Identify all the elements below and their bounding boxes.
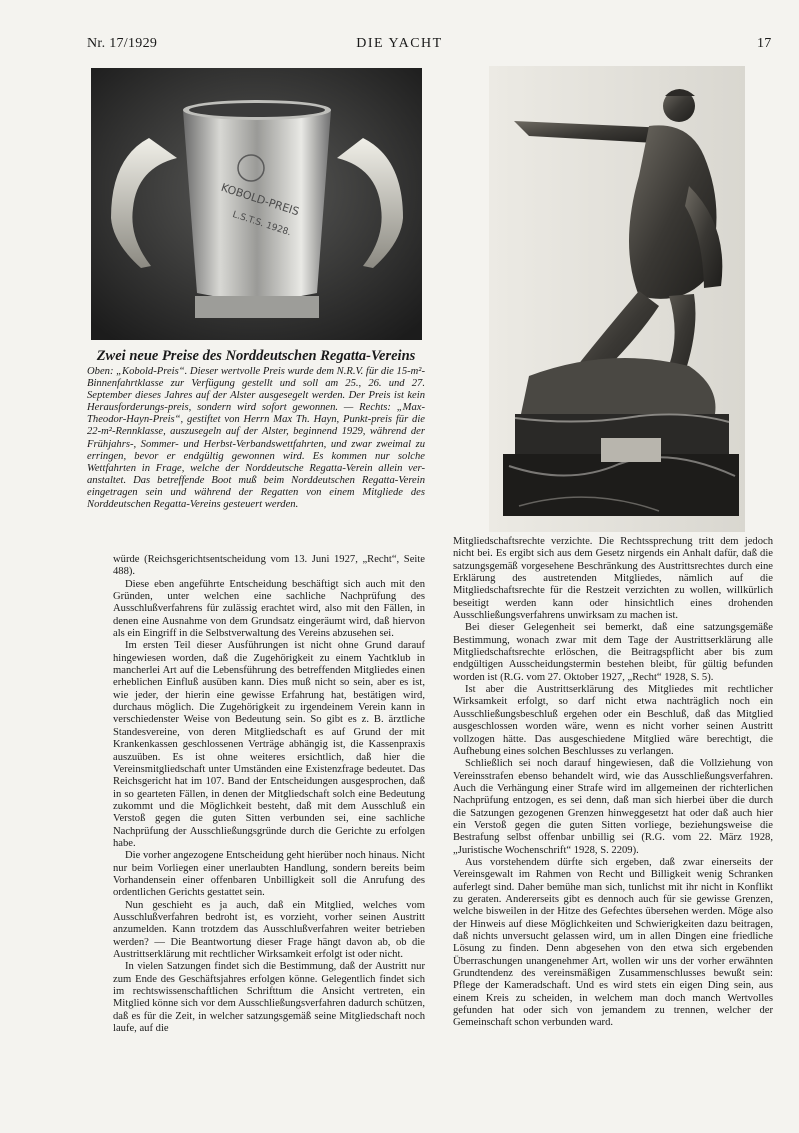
trophy-engraving-line-2: L.S.T.S. 1928. — [231, 209, 293, 239]
left-text-column — [113, 554, 425, 1035]
magazine-title: DIE YACHT — [356, 36, 443, 51]
paragraph: Nun geschieht es ja auch, daß ein Mitglied, welches vom Ausschlußverfahren bedroht ist, es vorzieht, vorher seinen Austritt anzumelden. Kann trotzdem das Ausschlußverfahren weiter betrieben werden? — Die Beantwortung dieser Frage hängt davon ab, ob die Austrittserklärung mit rechtlicher Wirksamkeit erfolgt ist oder nicht. — [113, 899, 425, 960]
paragraph: Mitgliedschaftsrechte verzichte. Die Rechtssprechung tritt dem jedoch nicht bei. Es ergibt sich aus dem Gesetz nirgends ein Anhalt dafür, daß die satzungsgemäß vorgesehene Beschränkung des Austrittsrechtes durch eine Erklärung des austretenden Mitgliedes, nämlich auf die Mitgliedschaftsrechte für die Restzeit verzichten zu wollen, willkürlich beseitigt werden kann oder hinsichtlich eines drohenden Ausschließungsverfahrens unwirksam zu machen ist. — [453, 536, 773, 622]
paragraph: Die vorher angezogene Entscheidung geht hierüber noch hinaus. Nicht nur beim Vorliegen einer unerlaubten Handlung, sondern bereits beim Vorhandensein einer offenbaren Unbilligkeit soll die Anrufung des ordentlichen Gerichts gestattet sein. — [113, 850, 425, 899]
statue-photo — [489, 66, 745, 532]
paragraph: Bei dieser Gelegenheit sei bemerkt, daß eine satzungsgemäße Bestimmung, wonach zwar mit dem Tage der Austrittserklärung alle Mitgliedschaftsrechte erlöschen, die Beitragspflicht aber bis zum endgültigen Ausscheidungstermin bestehen bleibt, für gültig befunden worden ist (R.G. vom 27. Oktober 1927, „Recht“ 1928, S. 5). — [453, 622, 773, 683]
paragraph: würde (Reichsgerichtsentscheidung vom 13. Juni 1927, „Recht“, Seite 488). — [113, 554, 425, 578]
trophy-cup-image — [91, 68, 422, 340]
caption-body: Oben: „Kobold-Preis“. Dieser wertvolle Preis wurde dem N.R.V. für die 15-m²-Binnenfahrtklasse zur Verfügung gestellt und soll am 25., 26. und 27. September dieses Jahres auf der Alster ausgesegelt werden. Der Preis ist kein Herausforderungs-preis, sondern wird sofort gewonnen. — Rechts: „Max-Theodor-Hayn-Preis“, gestiftet von Herrn Max Th. Hayn, Punkt-preis für die 22-m²-Rennklasse, auszusegeln auf der Alster, beginnend 1929, während der Frühjahrs-, Sommer- und Herbst-Verbandswettfahrten, und zwar zweimal zu erringen, bevor er endgültig gewonnen wird. Es kommen nur solche Wettfahrten in Frage, welche der Norddeutsche Regatta-Verein allein ver-anstaltet. Das betreffende Boot muß beim Norddeutschen Regatta-Verein eingetragen sein und während der Regatten von einem Mitgliede des Norddeutschen Regatta-Vereins gesteuert werden. — [87, 366, 425, 511]
trophy-photo — [91, 68, 422, 340]
paragraph: In vielen Satzungen findet sich die Bestimmung, daß der Austritt nur zum Ende des Geschäftsjahres erfolgen könne. Gelegentlich findet sich im rechtswissenschaftlichen Schrifttum die Ansicht vertreten, ein Mitglied könne sich vor dem Ausschließungsverfahren dadurch schützen, daß es für die Zeit, in welcher satzungsgemäß seine Mitgliedschaft noch laufe, auf die — [113, 961, 425, 1035]
paragraph: Im ersten Teil dieser Ausführungen ist nicht ohne Grund darauf hingewiesen worden, daß die Zugehörigkeit zu einem Yachtklub in mancherlei Art auf die Lebensführung des betreffenden Mitgliedes einen erheblichen Einfluß ausüben kann. Dies muß nicht so sein, aber es ist, wie jeder, der hierin eine gewisse Erfahrung hat, bestätigen wird, durchaus möglich. Die Zugehörigkeit zu irgendeinem Verein kann in verschiedenster Weise von Bedeutung sein. So gibt es z. B. ärztliche Standesvereine, von deren Mitgliedschaft es auf Grund der mit Krankenkassen geschlossenen Verträge abhängig ist, die Kassenpraxis auszuüben. Es ist ohne weiteres ersichtlich, daß hier die Vereinsmitgliedschaft unter Umständen eine Existenzfrage bedeutet. Das Reichsgericht hat im 107. Band der Entscheidungen ausgesprochen, daß in so gearteten Fällen, in denen der Mitgliedschaft solch eine Bedeutung zukommt und die Möglichkeit besteht, daß mit dem Ausschluß ein Verstoß gegen die guten Sitten verbunden sei, eine sachliche Nachprüfung der Ausschließungsgründe durch die Gerichte zu erfolgen habe. — [113, 640, 425, 849]
sailor-statue-image — [489, 66, 745, 532]
issue-number: Nr. 17/1929 — [87, 36, 158, 51]
right-text-column — [453, 536, 773, 1030]
trophy-engraving-line-1: KOBOLD-PREIS — [219, 180, 301, 219]
paragraph: Aus vorstehendem dürfte sich ergeben, daß zwar einerseits der Vereinsgewalt im Rahmen von Recht und Billigkeit wenig Schranken auferlegt sind. Daher bemühe man sich, tunlichst mit ihr nicht in Konflikt zu geraten. Andererseits gibt es dennoch auch für sie gewisse Grenzen, welche bisweilen in der Hitze des Gefechtes übersehen werden. Möge also der Hinweis auf diese Möglichkeiten und Schwierigkeiten dazu beitragen, daß nichts unversucht gelassen wird, um in allen Dingen eine friedliche Lösung zu finden. Denn abgesehen von den etwa sich ergebenden Überraschungen unangenehmer Art, wollen wir uns der vorher erwähnten Grundtendenz des vereinsmäßigen Zusammenschlusses bewußt sein: Pflege der Kameradschaft. Und es wird stets ein eigen Ding sein, aus einem Kreis zu scheiden, in welchem man doch manch Wertvolles gefunden hat oder sich von jemandem zu trennen, welcher der Gemeinschaft schon verbunden ward. — [453, 856, 773, 1029]
paragraph: Diese eben angeführte Entscheidung beschäftigt sich auch mit den Gründen, unter welchen eine sachliche Nachprüfung des Ausschlußverfahrens für zulässig erachtet wird, also mit den Fällen, in denen eine Ausnahme von dem Grundsatz eingeräumt wird, daß hiervon als ein Eingriff in die Selbstverwaltung des Vereins abzusehen sei. — [113, 578, 425, 640]
caption-title: Zwei neue Preise des Norddeutschen Regatta-Vereins — [96, 348, 416, 364]
page-number: 17 — [757, 36, 772, 51]
paragraph: Ist aber die Austrittserklärung des Mitgliedes mit rechtlicher Wirksamkeit erfolgt, so darf nicht etwa nachträglich noch ein Ausschließungsbeschluß ergehen oder ein Beschluß, daß das Mitglied ausgeschlossen worden wäre, wenn es nicht vorher seinen Austritt vollzogen hätte. Das ausgeschiedene Mitglied wäre berechtigt, die Aufhebung eines solchen Beschlusses zu verlangen. — [453, 684, 773, 757]
paragraph: Schließlich sei noch darauf hingewiesen, daß die Vollziehung von Vereinsstrafen ebenso behandelt wird, wie das Ausschließungsverfahren. Auch die Verhängung einer Strafe wird im allgemeinen der richterlichen Nachprüfung entzogen, es sei denn, daß man sich hierbei über die durch die Satzungen gezogenen Grenzen hinweggesetzt hat oder daß auch hier ein Verstoß gegen die guten Sitten vorliege, beziehungsweise die Bestrafung selbst offenbar unbillig sei (R.G. vom 22. März 1928, „Juristische Wochenschrift“ 1928, S. 2209). — [453, 758, 773, 856]
